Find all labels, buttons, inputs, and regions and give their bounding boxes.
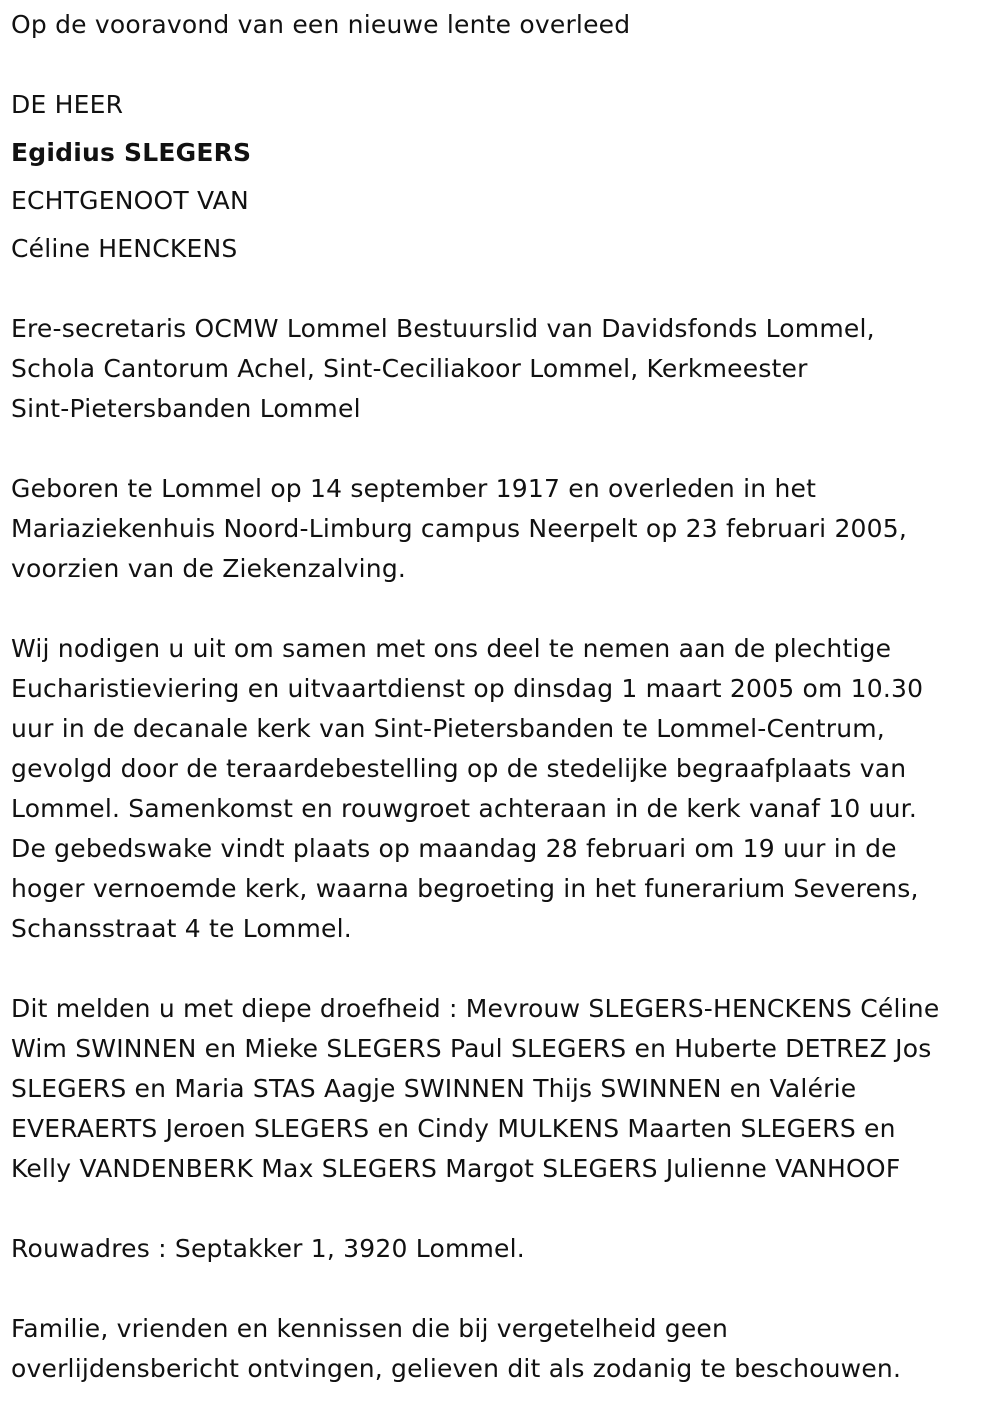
paragraph-line: Ere-secretaris OCMW Lommel Bestuurslid van Davidsfonds Lommel,	[11, 314, 875, 343]
intro-text: Op de vooravond van een nieuwe lente overleed	[11, 10, 631, 39]
birth-death-paragraph	[11, 469, 907, 589]
paragraph-line: Mariaziekenhuis Noord-Limburg campus Neerpelt op 23 februari 2005,	[11, 514, 908, 543]
title-prefix: DE HEER	[11, 90, 124, 119]
paragraph-line: SLEGERS en Maria STAS Aagje SWINNEN Thijs SWINNEN en Valérie	[11, 1074, 857, 1103]
paragraph-line: Schansstraat 4 te Lommel.	[11, 914, 352, 943]
paragraph-line: Eucharistieviering en uitvaartdienst op dinsdag 1 maart 2005 om 10.30	[11, 674, 924, 703]
paragraph-line: hoger vernoemde kerk, waarna begroeting in het funerarium Severens,	[11, 874, 919, 903]
paragraph-line: voorzien van de Ziekenzalving.	[11, 554, 407, 583]
paragraph-line: De gebedswake vindt plaats op maandag 28 februari om 19 uur in de	[11, 834, 897, 863]
paragraph-line: gevolgd door de teraardebestelling op de stedelijke begraafplaats van	[11, 754, 907, 783]
paragraph-line: overlijdensbericht ontvingen, gelieven dit als zodanig te beschouwen.	[11, 1354, 902, 1383]
address-paragraph	[11, 1229, 525, 1269]
mourning-address: Rouwadres : Septakker 1, 3920 Lommel.	[11, 1234, 525, 1263]
paragraph-line: Wij nodigen u uit om samen met ons deel te nemen aan de plechtige	[11, 634, 892, 663]
deceased-name: Egidius SLEGERS	[11, 138, 252, 167]
paragraph-line: Schola Cantorum Achel, Sint-Ceciliakoor Lommel, Kerkmeester	[11, 354, 808, 383]
spouse-name: Céline HENCKENS	[11, 234, 238, 263]
invitation-paragraph	[11, 629, 923, 949]
paragraph-line: Dit melden u met diepe droefheid : Mevrouw SLEGERS-HENCKENS Céline	[11, 994, 940, 1023]
paragraph-line: EVERAERTS Jeroen SLEGERS en Cindy MULKENS Maarten SLEGERS en	[11, 1114, 896, 1143]
paragraph-line: Familie, vrienden en kennissen die bij vergetelheid geen	[11, 1314, 729, 1343]
paragraph-line: uur in de decanale kerk van Sint-Pietersbanden te Lommel-Centrum,	[11, 714, 885, 743]
paragraph-line: Kelly VANDENBERK Max SLEGERS Margot SLEGERS Julienne VANHOOF	[11, 1154, 901, 1183]
closing-paragraph	[11, 1309, 901, 1389]
paragraph-line: Lommel. Samenkomst en rouwgroet achteraan in de kerk vanaf 10 uur.	[11, 794, 918, 823]
announcers-paragraph	[11, 989, 939, 1189]
functions-paragraph	[11, 309, 875, 429]
spouse-label: ECHTGENOOT VAN	[11, 186, 249, 215]
paragraph-line: Geboren te Lommel op 14 september 1917 en overleden in het	[11, 474, 817, 503]
paragraph-line: Wim SWINNEN en Mieke SLEGERS Paul SLEGERS en Huberte DETREZ Jos	[11, 1034, 932, 1063]
paragraph-line: Sint-Pietersbanden Lommel	[11, 394, 361, 423]
